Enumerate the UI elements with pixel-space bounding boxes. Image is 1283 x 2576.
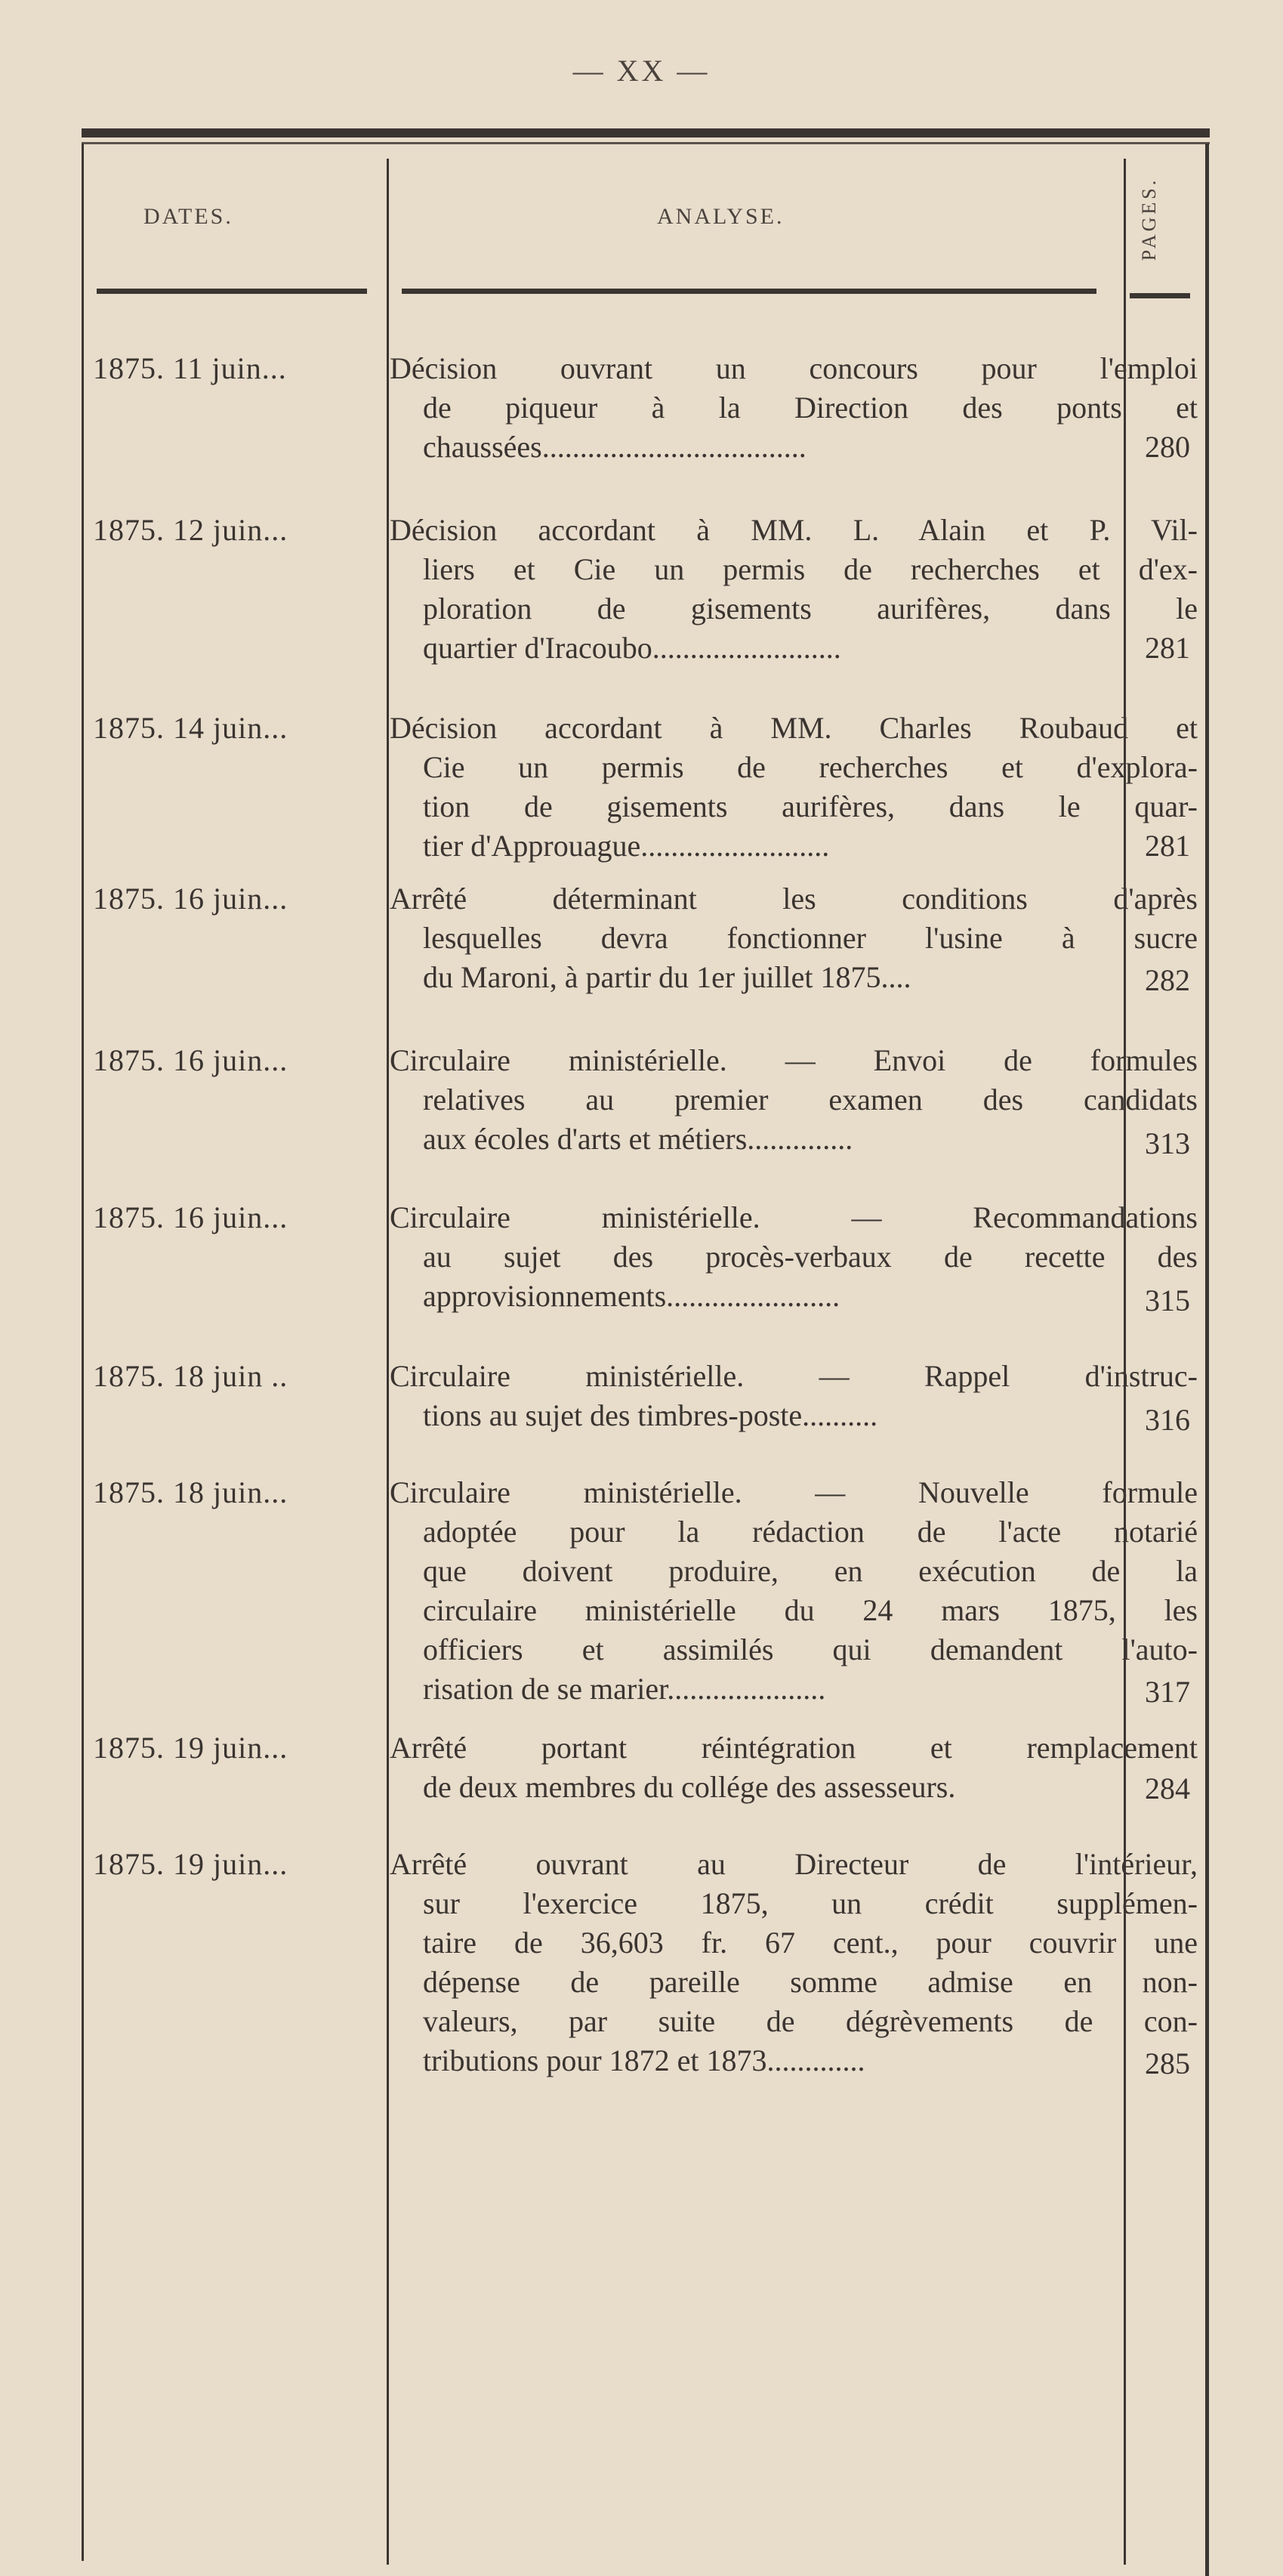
analyse-line: Arrêté déterminant les conditions d'après (390, 882, 1198, 916)
analyse-line: chaussées................................... (423, 430, 807, 464)
row-date: 1875. 14 juin... (93, 711, 288, 745)
row-page-number: 316 (1145, 1403, 1190, 1437)
row-analyse (390, 1845, 1198, 2080)
row-page-number: 281 (1145, 829, 1190, 863)
header-rule-pages (1130, 293, 1190, 298)
row-date: 1875. 19 juin... (93, 1731, 288, 1765)
analyse-line: liers et Cie un permis de recherches et d'ex- (423, 552, 1198, 586)
analyse-line: Circulaire ministérielle. — Envoi de formules (390, 1043, 1198, 1077)
row-page-number: 315 (1145, 1283, 1190, 1317)
analyse-line: aux écoles d'arts et métiers.............. (423, 1122, 853, 1156)
analyse-line: Circulaire ministérielle. — Nouvelle formule (390, 1475, 1198, 1509)
row-date: 1875. 18 juin... (93, 1475, 288, 1509)
analyse-line: adoptée pour la rédaction de l'acte notarié (423, 1515, 1198, 1549)
analyse-line: quartier d'Iracoubo......................... (423, 631, 841, 665)
analyse-line: taire de 36,603 fr. 67 cent., pour couvrir une (423, 1926, 1198, 1960)
analyse-line: que doivent produire, en exécution de la (423, 1554, 1198, 1588)
column-header-pages-label: PAGES. (1138, 177, 1160, 261)
analyse-line: Décision accordant à MM. Charles Roubaud et (390, 711, 1198, 745)
row-analyse (390, 1041, 1198, 1159)
row-analyse (390, 709, 1198, 866)
analyse-line: tier d'Approuague......................... (423, 829, 830, 863)
row-date: 1875. 11 juin... (93, 351, 287, 385)
column-header-analyse: ANALYSE. (657, 204, 785, 229)
row-page-number: 313 (1145, 1126, 1190, 1160)
analyse-line: dépense de pareille somme admise en non- (423, 1965, 1198, 1999)
header-rule-analyse (402, 289, 1096, 294)
analyse-line: Arrêté portant réintégration et remplacement (390, 1731, 1198, 1765)
analyse-line: Circulaire ministérielle. — Rappel d'instruc- (390, 1359, 1198, 1393)
header-rule-dates (97, 289, 367, 294)
row-date: 1875. 18 juin .. (93, 1359, 288, 1393)
row-analyse (390, 511, 1198, 668)
row-date: 1875. 12 juin... (93, 513, 288, 547)
analyse-line: au sujet des procès-verbaux de recette des (423, 1240, 1198, 1274)
analyse-line: Décision accordant à MM. L. Alain et P. Vil- (390, 513, 1198, 547)
analyse-line: lesquelles devra fonctionner l'usine à sucre (423, 921, 1198, 955)
analyse-line: approvisionnements....................... (423, 1279, 840, 1313)
analyse-line: tion de gisements aurifères, dans le quar- (423, 789, 1198, 823)
row-date: 1875. 19 juin... (93, 1847, 288, 1881)
row-analyse (390, 1357, 1198, 1435)
analyse-line: de piqueur à la Direction des ponts et (423, 391, 1198, 425)
analyse-line: valeurs, par suite de dégrèvements de con- (423, 2004, 1198, 2038)
row-analyse (390, 879, 1198, 997)
analyse-line: du Maroni, à partir du 1er juillet 1875.... (423, 960, 911, 994)
row-date: 1875. 16 juin... (93, 1043, 288, 1077)
row-date: 1875. 16 juin... (93, 882, 288, 916)
analyse-line: sur l'exercice 1875, un crédit supplémen- (423, 1886, 1198, 1920)
row-date: 1875. 16 juin... (93, 1200, 288, 1234)
table-top-thin-rule (82, 142, 1210, 144)
row-page-number: 282 (1145, 963, 1190, 997)
table-top-rule (82, 128, 1210, 137)
analyse-line: tions au sujet des timbres-poste.......... (423, 1398, 878, 1432)
column-header-pages (1127, 159, 1172, 280)
row-analyse (390, 349, 1198, 467)
analyse-line: ploration de gisements aurifères, dans le (423, 591, 1198, 625)
row-page-number: 280 (1145, 430, 1190, 464)
row-analyse (390, 1728, 1198, 1807)
left-border (82, 144, 84, 2561)
analyse-line: relatives au premier examen des candidats (423, 1083, 1198, 1117)
analyse-line: officiers et assimilés qui demandent l'auto- (423, 1632, 1198, 1666)
right-border (1205, 144, 1209, 2576)
row-page-number: 281 (1145, 631, 1190, 665)
row-analyse (390, 1198, 1198, 1316)
analyse-line: de deux membres du collége des assesseurs. (423, 1770, 956, 1804)
dates-analyse-divider (387, 159, 389, 2565)
row-analyse (390, 1473, 1198, 1709)
analyse-line: Décision ouvrant un concours pour l'emploi (390, 351, 1198, 385)
analyse-line: circulaire ministérielle du 24 mars 1875, les (423, 1593, 1198, 1627)
page-header: — XX — (572, 54, 711, 88)
analyse-line: risation de se marier..................... (423, 1672, 826, 1706)
analyse-line: Circulaire ministérielle. — Recommandations (390, 1200, 1198, 1234)
column-header-dates: DATES. (143, 204, 233, 229)
analyse-line: Arrêté ouvrant au Directeur de l'intérieur, (390, 1847, 1198, 1881)
analyse-line: tributions pour 1872 et 1873............. (423, 2043, 865, 2077)
row-page-number: 317 (1145, 1675, 1190, 1709)
row-page-number: 285 (1145, 2046, 1190, 2080)
row-page-number: 284 (1145, 1771, 1190, 1805)
analyse-line: Cie un permis de recherches et d'explora- (423, 750, 1198, 784)
